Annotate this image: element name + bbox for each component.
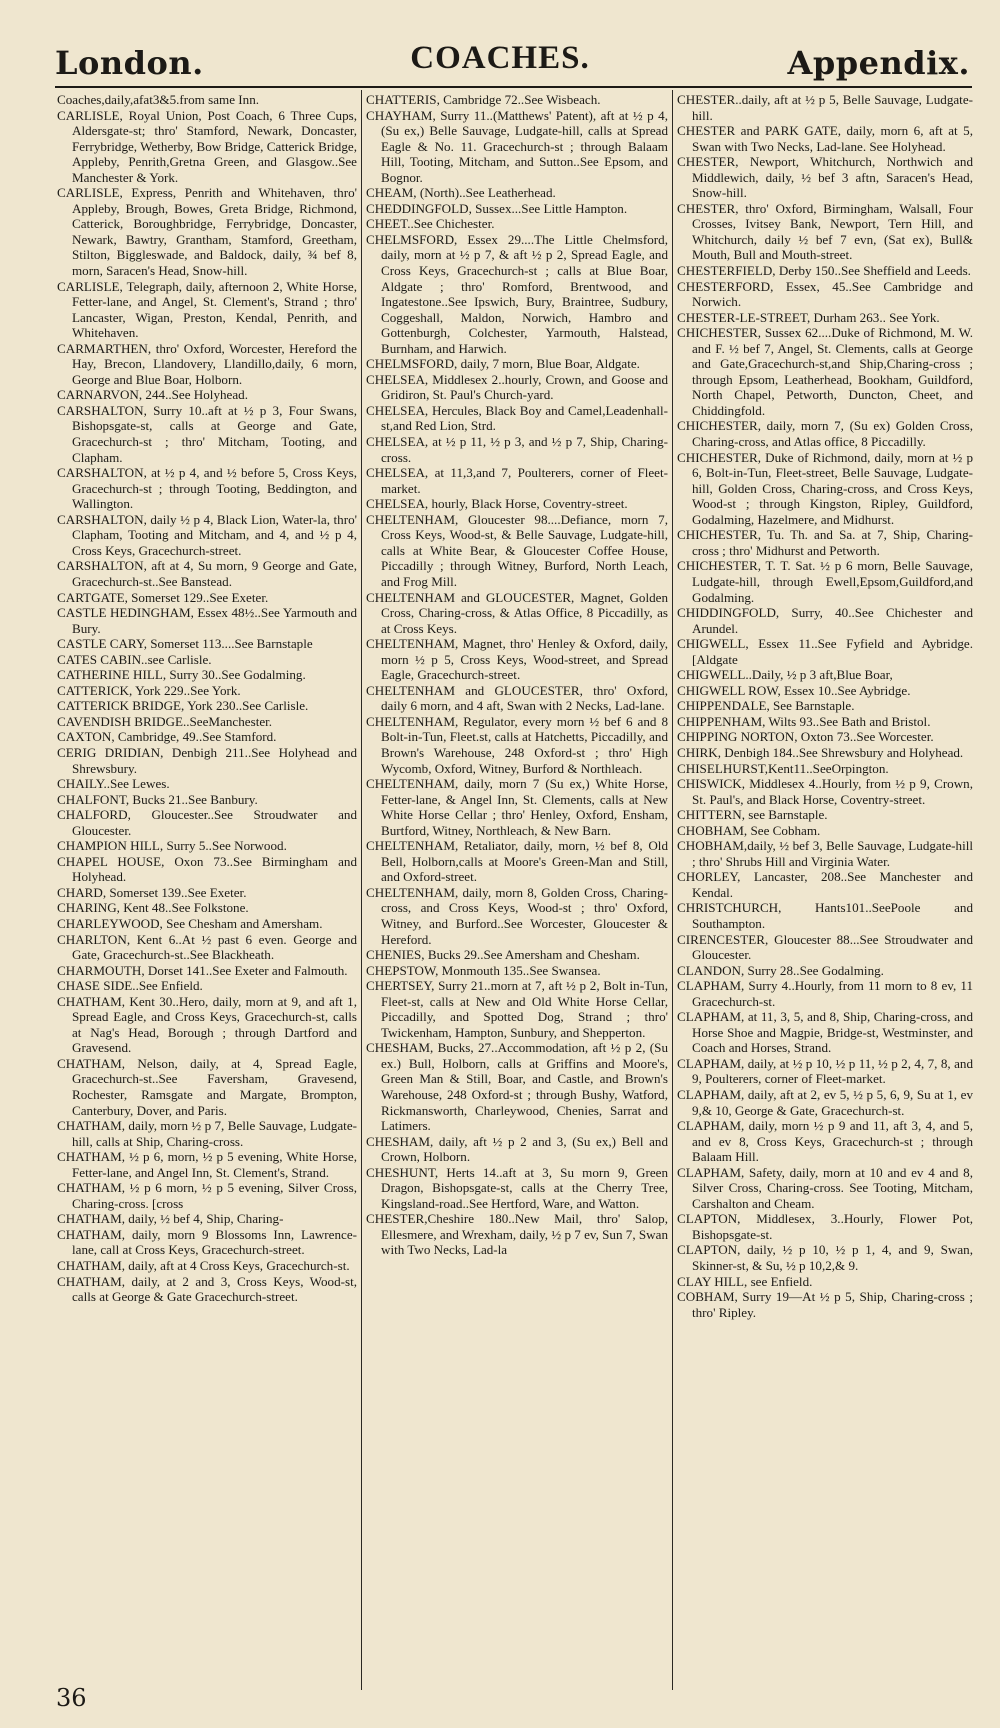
directory-entry: CHARLTON, Kent 6..At ½ past 6 even. George and Gate, Gracechurch-st..See Blackheath. <box>57 931 357 963</box>
directory-entry: CHICHESTER, daily, morn 7, (Su ex) Golden Cross, Charing-cross, and Atlas office, 8 Piccadilly. <box>677 418 973 450</box>
header-rule <box>55 86 972 88</box>
directory-entry: CHEPSTOW, Monmouth 135..See Swansea. <box>366 962 601 978</box>
directory-entry: CHELTENHAM, Magnet, thro' Henley & Oxford, daily, morn ½ p 5, Cross Keys, Wood-street, and Spread Eagle, Gracechurch-street. <box>366 636 668 683</box>
directory-entry: CHESTER, Newport, Whitchurch, Northwich and Middlewich, daily, ½ bef 3 aftn, Saracen's Head, Snow-hill. <box>677 154 973 201</box>
directory-entry: CHELSEA, at 11,3,and 7, Poulterers, corner of Fleet-market. <box>366 465 668 496</box>
directory-entry: CASTLE HEDINGHAM, Essex 48½..See Yarmouth and Bury. <box>57 605 357 636</box>
directory-entry: CHALFORD, Gloucester..See Stroudwater and Gloucester. <box>57 807 357 838</box>
directory-entry: CHALFONT, Bucks 21..See Banbury. <box>57 791 258 807</box>
directory-entry: CLAPHAM, daily, aft at 2, ev 5, ½ p 5, 6, 9, Su at 1, ev 9,& 10, George & Gate, Gracechurch-st. <box>677 1087 973 1118</box>
directory-entry: CHESHAM, daily, aft ½ p 2 and 3, (Su ex,) Bell and Crown, Holborn. <box>366 1133 668 1165</box>
directory-entry: CHATHAM, Nelson, daily, at 4, Spread Eagle, Gracechurch-st..See Faversham, Gravesend, Rochester, Ramsgate and Margate, Brompton, Canterbury, Dover, and Paris. <box>57 1055 357 1118</box>
directory-entry: CHELMSFORD, daily, 7 morn, Blue Boar, Aldgate. <box>366 356 640 372</box>
directory-entry: CHELTENHAM, Gloucester 98....Defiance, morn 7, Cross Keys, Wood-st, & Belle Sauvage, Ludgate-hill, calls at White Bear, & Gloucester Coffee House, Piccadilly ; through Witney, Burford, North Leach, and Frog Mill. <box>366 511 668 589</box>
directory-entry: CATTERICK BRIDGE, York 230..See Carlisle. <box>57 698 309 714</box>
directory-entry: CHRISTCHURCH, Hants101..SeePoole and Southampton. <box>677 900 973 931</box>
running-header <box>0 0 1000 80</box>
directory-entry: CHELTENHAM and GLOUCESTER, thro' Oxford, daily 6 morn, and 4 aft, Swan with 2 Necks, Lad-lane. <box>366 682 668 714</box>
directory-entry: CAVENDISH BRIDGE..SeeManchester. <box>57 713 273 729</box>
directory-entry: CIRENCESTER, Gloucester 88...See Stroudwater and Gloucester. <box>677 931 973 963</box>
directory-entry: CHELSEA, Hercules, Black Boy and Camel,Leadenhall-st,and Red Lion, Strd. <box>366 402 668 434</box>
directory-entry: CHARMOUTH, Dorset 141..See Exeter and Falmouth. <box>57 962 348 978</box>
directory-entry: CHATTERIS, Cambridge 72..See Wisbeach. <box>366 92 601 107</box>
directory-entry: CHAMPION HILL, Surry 5..See Norwood. <box>57 838 287 854</box>
directory-entry: CHOBHAM,daily, ½ bef 3, Belle Sauvage, Ludgate-hill ; thro' Shrubs Hill and Virginia Water. <box>677 838 973 869</box>
directory-entry: CHASE SIDE..See Enfield. <box>57 978 203 994</box>
column-2 <box>366 92 668 1692</box>
directory-entry: CHISWICK, Middlesex 4..Hourly, from ½ p 9, Crown, St. Paul's, and Black Horse, Coventry-street. <box>677 776 973 807</box>
directory-entry: CASTLE CARY, Somerset 113....See Barnstaple <box>57 636 313 652</box>
directory-entry: CHISELHURST,Kent11..SeeOrpington. <box>677 760 889 776</box>
directory-entry: CHELSEA, hourly, Black Horse, Coventry-street. <box>366 496 628 512</box>
column-divider <box>672 90 673 1690</box>
directory-entry: CHESTER, thro' Oxford, Birmingham, Walsall, Four Crosses, Ivitsey Bank, Newport, Tern Hill, and Whitchurch, daily ½ bef 7 evn, (Sat ex), Bull& Mouth, Bull and Mouth-street. <box>677 200 973 263</box>
directory-entry: CHOBHAM, See Cobham. <box>677 822 821 838</box>
directory-entry: CHIGWELL ROW, Essex 10..See Aybridge. <box>677 682 911 698</box>
directory-entry: CLAPHAM, Surry 4..Hourly, from 11 morn to 8 ev, 11 Gracechurch-st. <box>677 978 973 1009</box>
directory-entry: CHELTENHAM, daily, morn 7 (Su ex,) White Horse, Fetter-lane, & Angel Inn, St. Clements, calls at New White Horse Cellar ; thro' Henley, Oxford, Ensham, Burtford, Witney, Northleach, & New Barn. <box>366 776 668 838</box>
directory-entry: CHIDDINGFOLD, Surry, 40..See Chichester and Arundel. <box>677 605 973 636</box>
directory-entry: CHESTERFIELD, Derby 150..See Sheffield and Leeds. <box>677 263 971 279</box>
directory-entry: CHIGWELL, Essex 11..See Fyfield and Aybridge. [Aldgate <box>677 636 973 667</box>
directory-entry: CLAY HILL, see Enfield. <box>677 1273 813 1289</box>
directory-entry: CHESTER,Cheshire 180..New Mail, thro' Salop, Ellesmere, and Wrexham, daily, ½ p 7 ev, Sun 7, Swan with Two Necks, Lad-la <box>366 1211 668 1258</box>
directory-entry: CHENIES, Bucks 29..See Amersham and Chesham. <box>366 947 640 963</box>
header-left: London. <box>55 44 204 82</box>
directory-entry: CHIGWELL..Daily, ½ p 3 aft,Blue Boar, <box>677 667 893 683</box>
page-number: 36 <box>56 1684 87 1712</box>
directory-entry: Coaches,daily,afat3&5.from same Inn. <box>57 92 260 107</box>
directory-entry: CHELMSFORD, Essex 29....The Little Chelmsford, daily, morn at ½ p 7, & aft ½ p 2, Spread Eagle, and Cross Keys, Gracechurch-st ; calls at Blue Boar, Aldgate ; thro' Romford, Brentwood, and Ingatestone..See Ipswich, Bury, Braintree, Sudbury, Coggeshall, Maldon, Norwich, Hambro and Gottenburgh, Colchester, Yarmouth, Halstead, Burnham, and Harwich. <box>366 231 668 356</box>
directory-entry: CARSHALTON, aft at 4, Su morn, 9 George and Gate, Gracechurch-st..See Banstead. <box>57 558 357 589</box>
directory-entry: CHIRK, Denbigh 184..See Shrewsbury and Holyhead. <box>677 744 964 760</box>
directory-entry: CHITTERN, see Barnstaple. <box>677 807 828 823</box>
directory-entry: CHATHAM, daily, ½ bef 4, Ship, Charing- <box>57 1211 284 1227</box>
directory-entry: CHICHESTER, Tu. Th. and Sa. at 7, Ship, Charing-cross ; thro' Midhurst and Petworth. <box>677 527 973 558</box>
directory-entry: CHELSEA, at ½ p 11, ½ p 3, and ½ p 7, Ship, Charing-cross. <box>366 434 668 465</box>
header-title: COACHES. <box>410 40 590 76</box>
directory-entry: CHATHAM, ½ p 6 morn, ½ p 5 evening, Silver Cross, Charing-cross. [cross <box>57 1180 357 1211</box>
directory-entry: CARNARVON, 244..See Holyhead. <box>57 387 248 403</box>
directory-entry: CARLISLE, Royal Union, Post Coach, 6 Three Cups, Aldersgate-st; thro' Stamford, Newark, Doncaster, Ferrybridge, Wetherby, Bow Bridge, Catterick Bridge, Appleby, Penrith,Gretna Green, and Glasgow..See Manchester & York. <box>57 107 357 185</box>
directory-entry: CHARD, Somerset 139..See Exeter. <box>57 884 247 900</box>
directory-entry: CARSHALTON, at ½ p 4, and ½ before 5, Cross Keys, Gracechurch-st ; through Tooting, Beddington, and Wallington. <box>57 465 357 512</box>
directory-entry: CARLISLE, Telegraph, daily, afternoon 2, White Horse, Fetter-lane, and Angel, St. Clement's, Strand ; thro' Lancaster, Wigan, Preston, Kendal, Penrith, and Whitehaven. <box>57 278 357 341</box>
directory-entry: CARSHALTON, daily ½ p 4, Black Lion, Water-la, thro' Clapham, Tooting and Mitcham, and 4, and ½ p 4, Cross Keys, Gracechurch-street. <box>57 511 357 558</box>
directory-entry: CHESTER and PARK GATE, daily, morn 6, aft at 5, Swan with Two Necks, Lad-lane. See Holyhead. <box>677 123 973 154</box>
directory-entry: CHARLEYWOOD, See Chesham and Amersham. <box>57 915 323 931</box>
directory-entry: CARLISLE, Express, Penrith and Whitehaven, thro' Appleby, Brough, Bowes, Greta Bridge, Richmond, Catterick, Boroughbridge, Ferrybridge, Doncaster, Newark, Bawtry, Grantham, Stamford, Greetham, Stilton, Biggleswade, and Baldock, daily, ¾ bef 8, morn, Saracen's Head, Snow-hill. <box>57 185 357 279</box>
directory-entry: CHAYHAM, Surry 11..(Matthews' Patent), aft at ½ p 4,(Su ex,) Belle Sauvage, Ludgate-hill, calls at Spread Eagle & No. 11. Gracechurch-st ; through Balaam Hill, Tooting, Mitcham, and Sutton..See Epsom, and Bognor. <box>366 107 668 185</box>
directory-entry: CHATHAM, daily, morn 9 Blossoms Inn, Lawrence-lane, call at Cross Keys, Gracechurch-street. <box>57 1226 357 1258</box>
directory-entry: CATES CABIN..see Carlisle. <box>57 651 212 667</box>
directory-entry: CHATHAM, ½ p 6, morn, ½ p 5 evening, White Horse, Fetter-lane, and Angel Inn, St. Clement's, Strand. <box>57 1149 357 1180</box>
directory-entry: CHESTERFORD, Essex, 45..See Cambridge and Norwich. <box>677 278 973 310</box>
directory-entry: CHATHAM, daily, aft at 4 Cross Keys, Gracechurch-st. <box>57 1258 350 1274</box>
directory-entry: CLAPTON, Middlesex, 3..Hourly, Flower Pot, Bishopsgate-st. <box>677 1211 973 1242</box>
directory-entry: CHIPPENDALE, See Barnstaple. <box>677 698 855 714</box>
directory-entry: CHELTENHAM, Retaliator, daily, morn, ½ bef 8, Old Bell, Holborn,calls at Moore's Green-Man and Still, and Oxford-street. <box>366 838 668 885</box>
column-1 <box>57 92 357 1692</box>
directory-entry: CLAPTON, daily, ½ p 10, ½ p 1, 4, and 9, Swan, Skinner-st, & Su, ½ p 10,2,& 9. <box>677 1242 973 1274</box>
directory-entry: CHERTSEY, Surry 21..morn at 7, aft ½ p 2, Bolt in-Tun, Fleet-st, calls at New and Old White Horse Cellar, Piccadilly, and Spotted Dog, Strand ; thro' Twickenham, Hampton, Sunbury, and Shepperton. <box>366 978 668 1040</box>
directory-entry: CLANDON, Surry 28..See Godalming. <box>677 962 884 978</box>
directory-entry: CHEET..See Chichester. <box>366 216 495 232</box>
directory-entry: CLAPHAM, daily, morn ½ p 9 and 11, aft 3, 4, and 5, and ev 8, Cross Keys, Gracechurch-st ; through Balaam Hill. <box>677 1118 973 1165</box>
header-right: Appendix. <box>787 44 970 82</box>
directory-entry: CHAILY..See Lewes. <box>57 776 170 792</box>
directory-entry: CARTGATE, Somerset 129..See Exeter. <box>57 589 269 605</box>
directory-entry: CHATHAM, daily, at 2 and 3, Cross Keys, Wood-st, calls at George & Gate Gracechurch-street. <box>57 1273 357 1305</box>
directory-entry: CLAPHAM, at 11, 3, 5, and 8, Ship, Charing-cross, and Horse Shoe and Magpie, Bridge-st, Westminster, and Coach and Horses, Strand. <box>677 1009 973 1056</box>
directory-entry: CHICHESTER, Duke of Richmond, daily, morn at ½ p 6, Bolt-in-Tun, Fleet-street, Belle Sauvage, Ludgate-hill, Golden Cross, Charing-cross, and Cross Keys, Wood-st ; through Kingston, Ripley, Guildford, Godalming, Hazelmere, and Midhurst. <box>677 449 973 527</box>
directory-entry: CARSHALTON, Surry 10..aft at ½ p 3, Four Swans, Bishopsgate-st, calls at George and Gate, Gracechurch-st ; thro' Mitcham, Tooting, and Clapham. <box>57 402 357 465</box>
directory-entry: CHELSEA, Middlesex 2..hourly, Crown, and Goose and Gridiron, St. Paul's Church-yard. <box>366 371 668 403</box>
directory-entry: CLAPHAM, daily, at ½ p 10, ½ p 11, ½ p 2, 4, 7, 8, and 9, Poulterers, corner of Fleet-market. <box>677 1055 973 1087</box>
directory-entry: CHEAM, (North)..See Leatherhead. <box>366 185 556 201</box>
directory-entry: CARMARTHEN, thro' Oxford, Worcester, Hereford the Hay, Brecon, Llandovery, Llandillo,daily, 6 morn, George and Blue Boar, Holborn. <box>57 340 357 387</box>
directory-entry: CHELTENHAM, daily, morn 8, Golden Cross, Charing-cross, and Cross Keys, Wood-st ; thro' Oxford, Witney, and Burford..See Worcester, Gloucester & Hereford. <box>366 884 668 947</box>
directory-entry: CHARING, Kent 48..See Folkstone. <box>57 900 249 916</box>
directory-entry: CHELTENHAM, Regulator, every morn ½ bef 6 and 8 Bolt-in-Tun, Fleet.st, calls at Hatchetts, Piccadilly, and Brown's Warehouse, 248 Oxford-st ; thro' High Wycomb, Oxford, Witney, Burford & Northleach. <box>366 713 668 776</box>
directory-entry: CHESTER..daily, aft at ½ p 5, Belle Sauvage, Ludgate-hill. <box>677 92 973 123</box>
directory-entry: CHORLEY, Lancaster, 208..See Manchester and Kendal. <box>677 869 973 900</box>
directory-entry: CHIPPING NORTON, Oxton 73..See Worcester. <box>677 729 934 745</box>
directory-entry: CAXTON, Cambridge, 49..See Stamford. <box>57 729 277 745</box>
directory-entry: CHESHAM, Bucks, 27..Accommodation, aft ½ p 2, (Su ex.) Bull, Holborn, calls at Griffins and Moore's, Green Man & Still, Boar, and Castle, and Brown's Warehouse, 248 Oxford-st ; through Bushy, Watford, Rickmansworth, Charleywood, Chenies, Sarrat and Latimers. <box>366 1040 668 1134</box>
directory-entry: CERIG DRIDIAN, Denbigh 211..See Holyhead and Shrewsbury. <box>57 744 357 776</box>
directory-entry: CHATHAM, Kent 30..Hero, daily, morn at 9, and aft 1, Spread Eagle, and Cross Keys, Gracechurch-st, calls at Nag's Head, Borough ; through Dartford and Gravesend. <box>57 993 357 1056</box>
directory-entry: CHATHAM, daily, morn ½ p 7, Belle Sauvage, Ludgate-hill, calls at Ship, Charing-cross. <box>57 1118 357 1149</box>
directory-entry: CHAPEL HOUSE, Oxon 73..See Birmingham and Holyhead. <box>57 853 357 885</box>
directory-entry: CATTERICK, York 229..See York. <box>57 682 241 698</box>
directory-entry: CHICHESTER, Sussex 62....Duke of Richmond, M. W. and F. ½ bef 7, Angel, St. Clements, calls at George and Gate,Gracechurch-st,and Ship,Charing-cross ; through Epsom, Leatherhead, Bookham, Guildford, North Chapel, Petworth, Duncton, Cheet, and Chiddingfold. <box>677 325 973 418</box>
directory-entry: CATHERINE HILL, Surry 30..See Godalming. <box>57 667 306 683</box>
directory-entry: CHEDDINGFOLD, Sussex...See Little Hampton. <box>366 200 628 216</box>
column-3 <box>677 92 973 1692</box>
directory-entry: COBHAM, Surry 19—At ½ p 5, Ship, Charing-cross ; thro' Ripley. <box>677 1289 973 1320</box>
directory-entry: CHELTENHAM and GLOUCESTER, Magnet, Golden Cross, Charing-cross, & Atlas Office, 8 Piccadilly, as at Cross Keys. <box>366 589 668 636</box>
directory-entry: CLAPHAM, Safety, daily, morn at 10 and ev 4 and 8, Silver Cross, Charing-cross. See Tooting, Mitcham, Carshalton and Cheam. <box>677 1164 973 1211</box>
directory-entry: CHIPPENHAM, Wilts 93..See Bath and Bristol. <box>677 713 931 729</box>
directory-entry: CHICHESTER, T. T. Sat. ½ p 6 morn, Belle Sauvage, Ludgate-hill, through Ewell,Epsom,Guildford,and Godalming. <box>677 558 973 605</box>
directory-entry: CHESHUNT, Herts 14..aft at 3, Su morn 9, Green Dragon, Bishopsgate-st, calls at the Cherry Tree, Kingsland-road..See Hertford, Ware, and Watton. <box>366 1164 668 1211</box>
directory-entry: CHESTER-LE-STREET, Durham 263.. See York. <box>677 309 940 325</box>
column-divider <box>361 90 362 1690</box>
